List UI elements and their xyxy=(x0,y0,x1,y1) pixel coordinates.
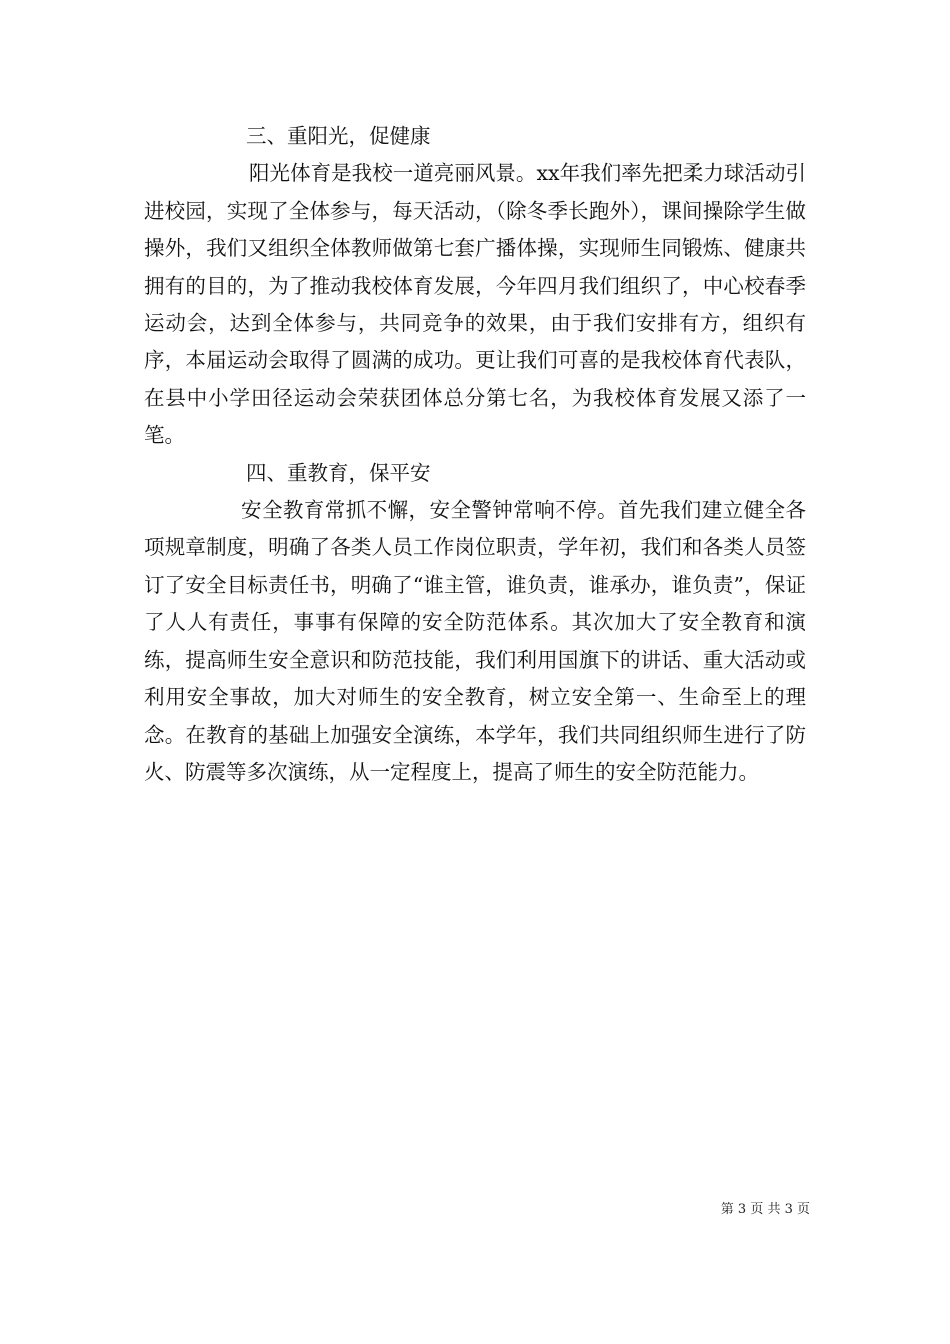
paragraph-sunshine-sports: 阳光体育是我校一道亮丽风景。xx年我们率先把柔力球活动引进校园，实现了全体参与，每天活动，（除冬季长跑外），课间操除学生做操外，我们又组织全体教师做第七套广播体操，实现师生同锻炼、健康共拥有的目的，为了推动我校体育发展，今年四月我们组织了，中心校春季运动会，达到全体参与，共同竞争的效果，由于我们安排有方，组织有序，本届运动会取得了圆满的成功。更让我们可喜的是我校体育代表队，在县中小学田径运动会荣获团体总分第七名，为我校体育发展又添了一笔。 xyxy=(144,161,806,448)
section-heading-safety-education: 四、重教育，保平安 xyxy=(246,460,431,485)
paragraph-safety-education: 安全教育常抓不懈，安全警钟常响不停。首先我们建立健全各项规章制度，明确了各类人员工作岗位职责，学年初，我们和各类人员签订了安全目标责任书，明确了“谁主管，谁负责，谁承办，谁负责”，保证了人人有责任，事事有保障的安全防范体系。其次加大了安全教育和演练，提高师生安全意识和防范技能，我们利用国旗下的讲话、重大活动或利用安全事故，加大对师生的安全教育，树立安全第一、生命至上的理念。在教育的基础上加强安全演练，本学年，我们共同组织师生进行了防火、防震等多次演练，从一定程度上，提高了师生的安全防范能力。 xyxy=(144,498,806,784)
page-number: 第 3 页 共 3 页 xyxy=(720,1202,810,1217)
section-heading-sunshine-sports: 三、重阳光，促健康 xyxy=(246,124,431,148)
document-body xyxy=(144,118,806,791)
